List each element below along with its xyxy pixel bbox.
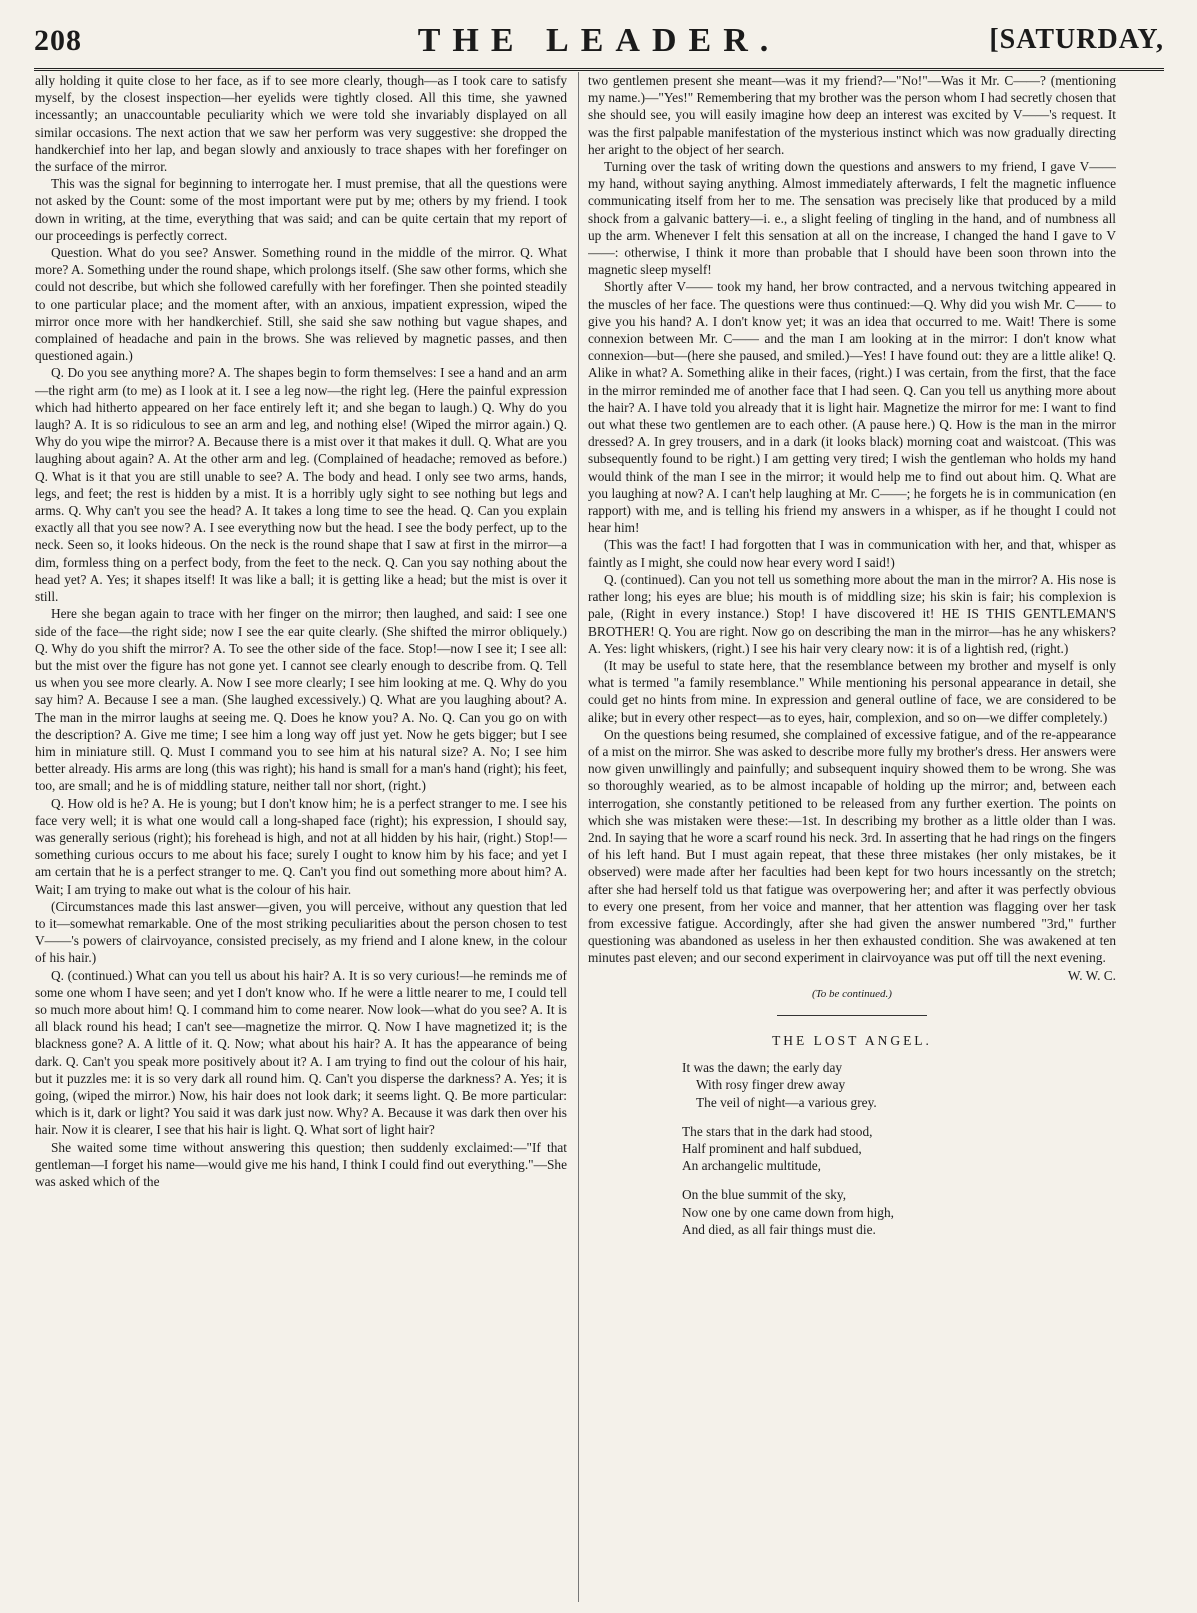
poem-stanza [682, 1123, 1116, 1175]
poem-line: An archangelic multitude, [682, 1158, 821, 1174]
paragraph: On the questions being resumed, she complained of excessive fatigue, and of the re-appearance of a mist on the mirror. She was asked to describe more fully my brother's dress. Her answers were now given unwillingly and painfully; and subsequent inquiry showed them to be wrong. She was so thoroughly wearied, as to be almost incapable of holding up the mirror; and, between each interrogation, she constantly petitioned to be released from any further exertion. The points on which she was mistaken were these:—1st. In describing my brother as a little older than I was. 2nd. In saying that he wore a scarf round his neck. 3rd. In asserting that he had rings on the fingers of his left hand. But I must again repeat, that these three mistakes (her only mistakes, be it observed) were made after her faculties had been kept for two hours incessantly on the stretch; after she had herself told us that fatigue was overpowering her; and after it was perfectly obvious to every one present, from her voice and manner, that her attention was flagging over her task from excessive fatigue. Accordingly, after she had given the answer numbered "3rd," further questioning was abandoned as useless in her then exhausted condition. She was awakened at ten minutes past eleven; and our second experiment in clairvoyance was put off till the next evening. [588, 726, 1116, 966]
paragraph: This was the signal for beginning to interrogate her. I must premise, that all the questions were not asked by the Count: some of the most important were put by me; others by my friend. I took down in writing, at the time, everything that was said; and can be quite certain that my report of our proceedings is perfectly correct. [35, 176, 567, 243]
left-column [35, 72, 567, 1602]
paragraph: ally holding it quite close to her face, as if to see more clearly, though—as I took care to satisfy myself, by the closest inspection—her eyelids were tightly closed. All this time, she yawned incessantly; an unaccountable peculiarity which we were told she invariably displayed on all similar occasions. The next action that we saw her perform was very suggestive: she dropped the handkerchief into her lap, and began slowly and anxiously to trace shapes with her forefinger on the surface of the mirror. [35, 73, 567, 175]
paragraph: Turning over the task of writing down the questions and answers to my friend, I gave V—— my hand, without saying anything. Almost immediately afterwards, I felt the magnetic influence communicating itself from her to me. The sensation was precisely like that produced by a mild shock from a galvanic battery—i. e., a slight feeling of tingling in the hand, and of numbness all up the arm. Whenever I felt this sensation at all on the increase, I changed the hand I gave to V——: otherwise, I think it more than probable that I should have been soon thrown into the magnetic sleep myself! [588, 159, 1116, 278]
paragraph: two gentlemen present she meant—was it my friend?—"No!"—Was it Mr. C——? (mentioning my name.)—"Yes!" Remembering that my brother was the person whom I had secretly chosen that she should see, you will easily imagine how deep an interest was excited by V——'s request. It was the first palpable manifestation of the mysterious instinct which was now gradually directing her aright to the object of her search. [588, 73, 1116, 157]
paragraph: Q. (continued.) What can you tell us about his hair? A. It is so very curious!—he reminds me of some one whom I have seen; and yet I don't know who. If he were a little nearer to me, I could tell so much more about him! Q. I command him to come nearer. Now look—what do you see? A. It is all black round his head; I can't see—magnetize the mirror. Q. Now I have magnetized it; is the blackness gone? A. A little of it. Q. Now; what about his hair? A. It has the appearance of being dark. Q. Can't you speak more positively about it? A. I am trying to find out the colour of his hair, but it puzzles me: it is so very dark all round him. Q. Can't you disperse the darkness? A. Yes; it is going, (wiped the mirror.) Now, his hair does not look dark; it seems light. Q. Be more particular: which is it, dark or light? You said it was dark just now. Why? A. Because it was dark then over his hair. Now it is clearer, I see that his hair is light. Q. What sort of light hair? [35, 967, 567, 1138]
issue-day: [SATURDAY, [989, 24, 1164, 55]
paragraph: She waited some time without answering this question; then suddenly exclaimed:—"If that gentleman—I forget his name—would give me his hand, I think I could find out everything."—She was asked which of the [35, 1139, 567, 1189]
poem-line: Now one by one came down from high, [682, 1204, 894, 1220]
column-divider [578, 72, 579, 1602]
poem-stanza [682, 1059, 1116, 1111]
poem-line: On the blue summit of the sky, [682, 1187, 847, 1203]
poem-line: The veil of night—a various grey. [696, 1094, 877, 1110]
poem-line: And died, as all fair things must die. [682, 1221, 876, 1237]
right-column [588, 72, 1116, 1602]
masthead [34, 22, 1164, 71]
paragraph: (Circumstances made this last answer—given, you will perceive, without any question that led to it—somewhat remarkable. One of the most striking peculiarities about the person chosen to test V——'s powers of clairvoyance, consisted precisely, as my friend and I alone knew, in the colour of his hair.) [35, 898, 567, 966]
paragraph: Q. Do you see anything more? A. The shapes begin to form themselves: I see a hand and an arm—the right arm (to me) as I look at it. I see a leg now—the right leg. (Here the painful expression which had hitherto appeared on her face entirely left it; and she began to laugh.) Q. Why do you laugh? A. It is so ridiculous to see an arm and leg, and nothing else! (Wiped the mirror again.) Q. Why do you wipe the mirror? A. Because there is a mist over it that makes it dull. Q. What are you laughing about again? A. At the other arm and leg. (Complained of headache; removed as before.) Q. What is it that you are still unable to see? A. The body and head. I only see two arms, hands, legs, and feet; the rest is hidden by a mist. It is a horribly ugly sight to see nothing but legs and arms. Q. Why can't you see the head? A. It takes a long time to see the head. Q. Can you explain exactly all that you see now? A. I see everything now but the head. I see the body perfect, up to the neck. Seen so, it looks hideous. On the neck is the round shape that I saw at first in the mirror—a dim, formless thing on a perfect body, from the feet to the neck. Q. Can you say nothing about the head yet? A. Yes; it shapes itself! It was like a ball; it is getting like a head; but the mist is over it still. [35, 365, 567, 605]
paragraph: (It may be useful to state here, that the resemblance between my brother and myself is only what is termed "a family resemblance." While mentioning his personal appearance in detail, she could get no hints from mine. In expression and general outline of face, we are considered to be alike; but in every other respect—as to eyes, hair, complexion, and so on—we differ completely.) [588, 657, 1116, 725]
author-signature: W. W. C. [1067, 967, 1116, 983]
newspaper-title: THE LEADER. [417, 22, 781, 59]
paragraph: Q. How old is he? A. He is young; but I don't know him; he is a perfect stranger to me. I see his face very well; it is what one would call a long-shaped face (right); his expression, I should say, was generally serious (right); his forehead is high, and not at all hidden by his hair, (right.) Stop!—something curious occurs to me about his face; surely I ought to know him by his face; and yet I am certain that he is a perfect stranger to me. Q. Can't you find out something more about him? A. Wait; I am trying to make out what is the colour of his hair. [35, 795, 567, 897]
poem-title: THE LOST ANGEL. [772, 1032, 932, 1048]
poem-line: Half prominent and half subdued, [682, 1140, 862, 1156]
poem-line: With rosy finger drew away [696, 1077, 846, 1093]
to-be-continued: (To be continued.) [812, 987, 892, 1000]
paragraph: Shortly after V—— took my hand, her brow contracted, and a nervous twitching appeared in the muscles of her face. The questions were thus continued:—Q. Why did you wish Mr. C—— to give you his hand? A. I don't know yet; it was an idea that occurred to me. Wait! There is some connexion between Mr. C—— and the man I am looking at in the mirror: I don't know what connexion—but—(here she paused, and smiled.)—Yes! I have found out: they are a little alike! Q. Alike in what? A. Something alike in their faces, (right.) I was certain, from the first, that the face in the mirror reminded me of another face that I had seen. Q. Can you tell us anything more about the hair? A. I have told you already that it is light hair. Magnetize the mirror for me: I want to find out what these two gentlemen are to each other. (A pause here.) Q. How is the man in the mirror dressed? A. In grey trousers, and in a dark (it looks black) morning coat and waistcoat. (This was subsequently found to be right.) I am getting very tired; I wish the gentleman who holds my hand would think of the man I see in the mirror; it would help me to find out about him. Q. What are you laughing at now? A. I can't help laughing at Mr. C——; he forgets he is in communication (en rapport) with me, and is telling his friend my answers in a whisper, as if he thought I could not hear him! [588, 279, 1116, 536]
poem-line: It was the dawn; the early day [682, 1060, 843, 1076]
page-number: 208 [34, 24, 82, 57]
section-rule [777, 1015, 927, 1016]
poem-stanza [682, 1186, 1116, 1238]
poem-line: The stars that in the dark had stood, [682, 1123, 873, 1139]
paragraph: Question. What do you see? Answer. Something round in the middle of the mirror. Q. What more? A. Something under the round shape, which prolongs itself. (She saw other forms, which she could not describe, but which she followed carefully with her forefinger. Then she pointed steadily to one particular place; and the moment after, with an anxious, impatient expression, wiped the mirror once more with her handkerchief. Still, she said she saw nothing but vague shapes, and complained of headache and pain in the brows. She was relieved by magnetic passes, and then questioned again.) [35, 245, 567, 364]
paragraph: (This was the fact! I had forgotten that I was in communication with her, and that, whisper as faintly as I might, she could now hear every word I said!) [588, 537, 1116, 570]
paragraph: Q. (continued). Can you not tell us something more about the man in the mirror? A. His nose is rather long; his eyes are blue; his mouth is of middling size; his skin is fair; his complexion is pale, (Right in every instance.) Stop! I have discovered it! HE IS THIS GENTLEMAN'S BROTHER! Q. You are right. Now go on describing the man in the mirror—has he any whiskers? A. Yes: light whiskers, (right.) I see his hair very cleary now: it is of a lightish red, (right.) [588, 571, 1116, 656]
paragraph: Here she began again to trace with her finger on the mirror; then laughed, and said: I see one side of the face—the right side; now I see the ear quite clearly. (She shifted the mirror obliquely.) Q. Why do you shift the mirror? A. To see the other side of the face. Stop!—now I see it; I see all: but the mist over the figure has not gone yet. I cannot see clearly enough to describe from. Q. Tell us when you see more clearly. A. Now I see more clearly; I see him looking at me. Q. Why do you say him? A. Because I see a man. (She laughed excessively.) Q. What are you laughing about? A. The man in the mirror laughs at seeing me. Q. Does he know you? A. No. Q. Can you go on with the description? A. Give me time; I see him a long way off just yet. Now he gets bigger; but I see him in miniature still. Q. Must I command you to see him at his natural size? A. No; I see him better already. His arms are long (this was right); his hand is small for a man's hand (right); his feet, too, are small; and he is of middling stature, neither tall nor short, (right.) [35, 606, 567, 794]
